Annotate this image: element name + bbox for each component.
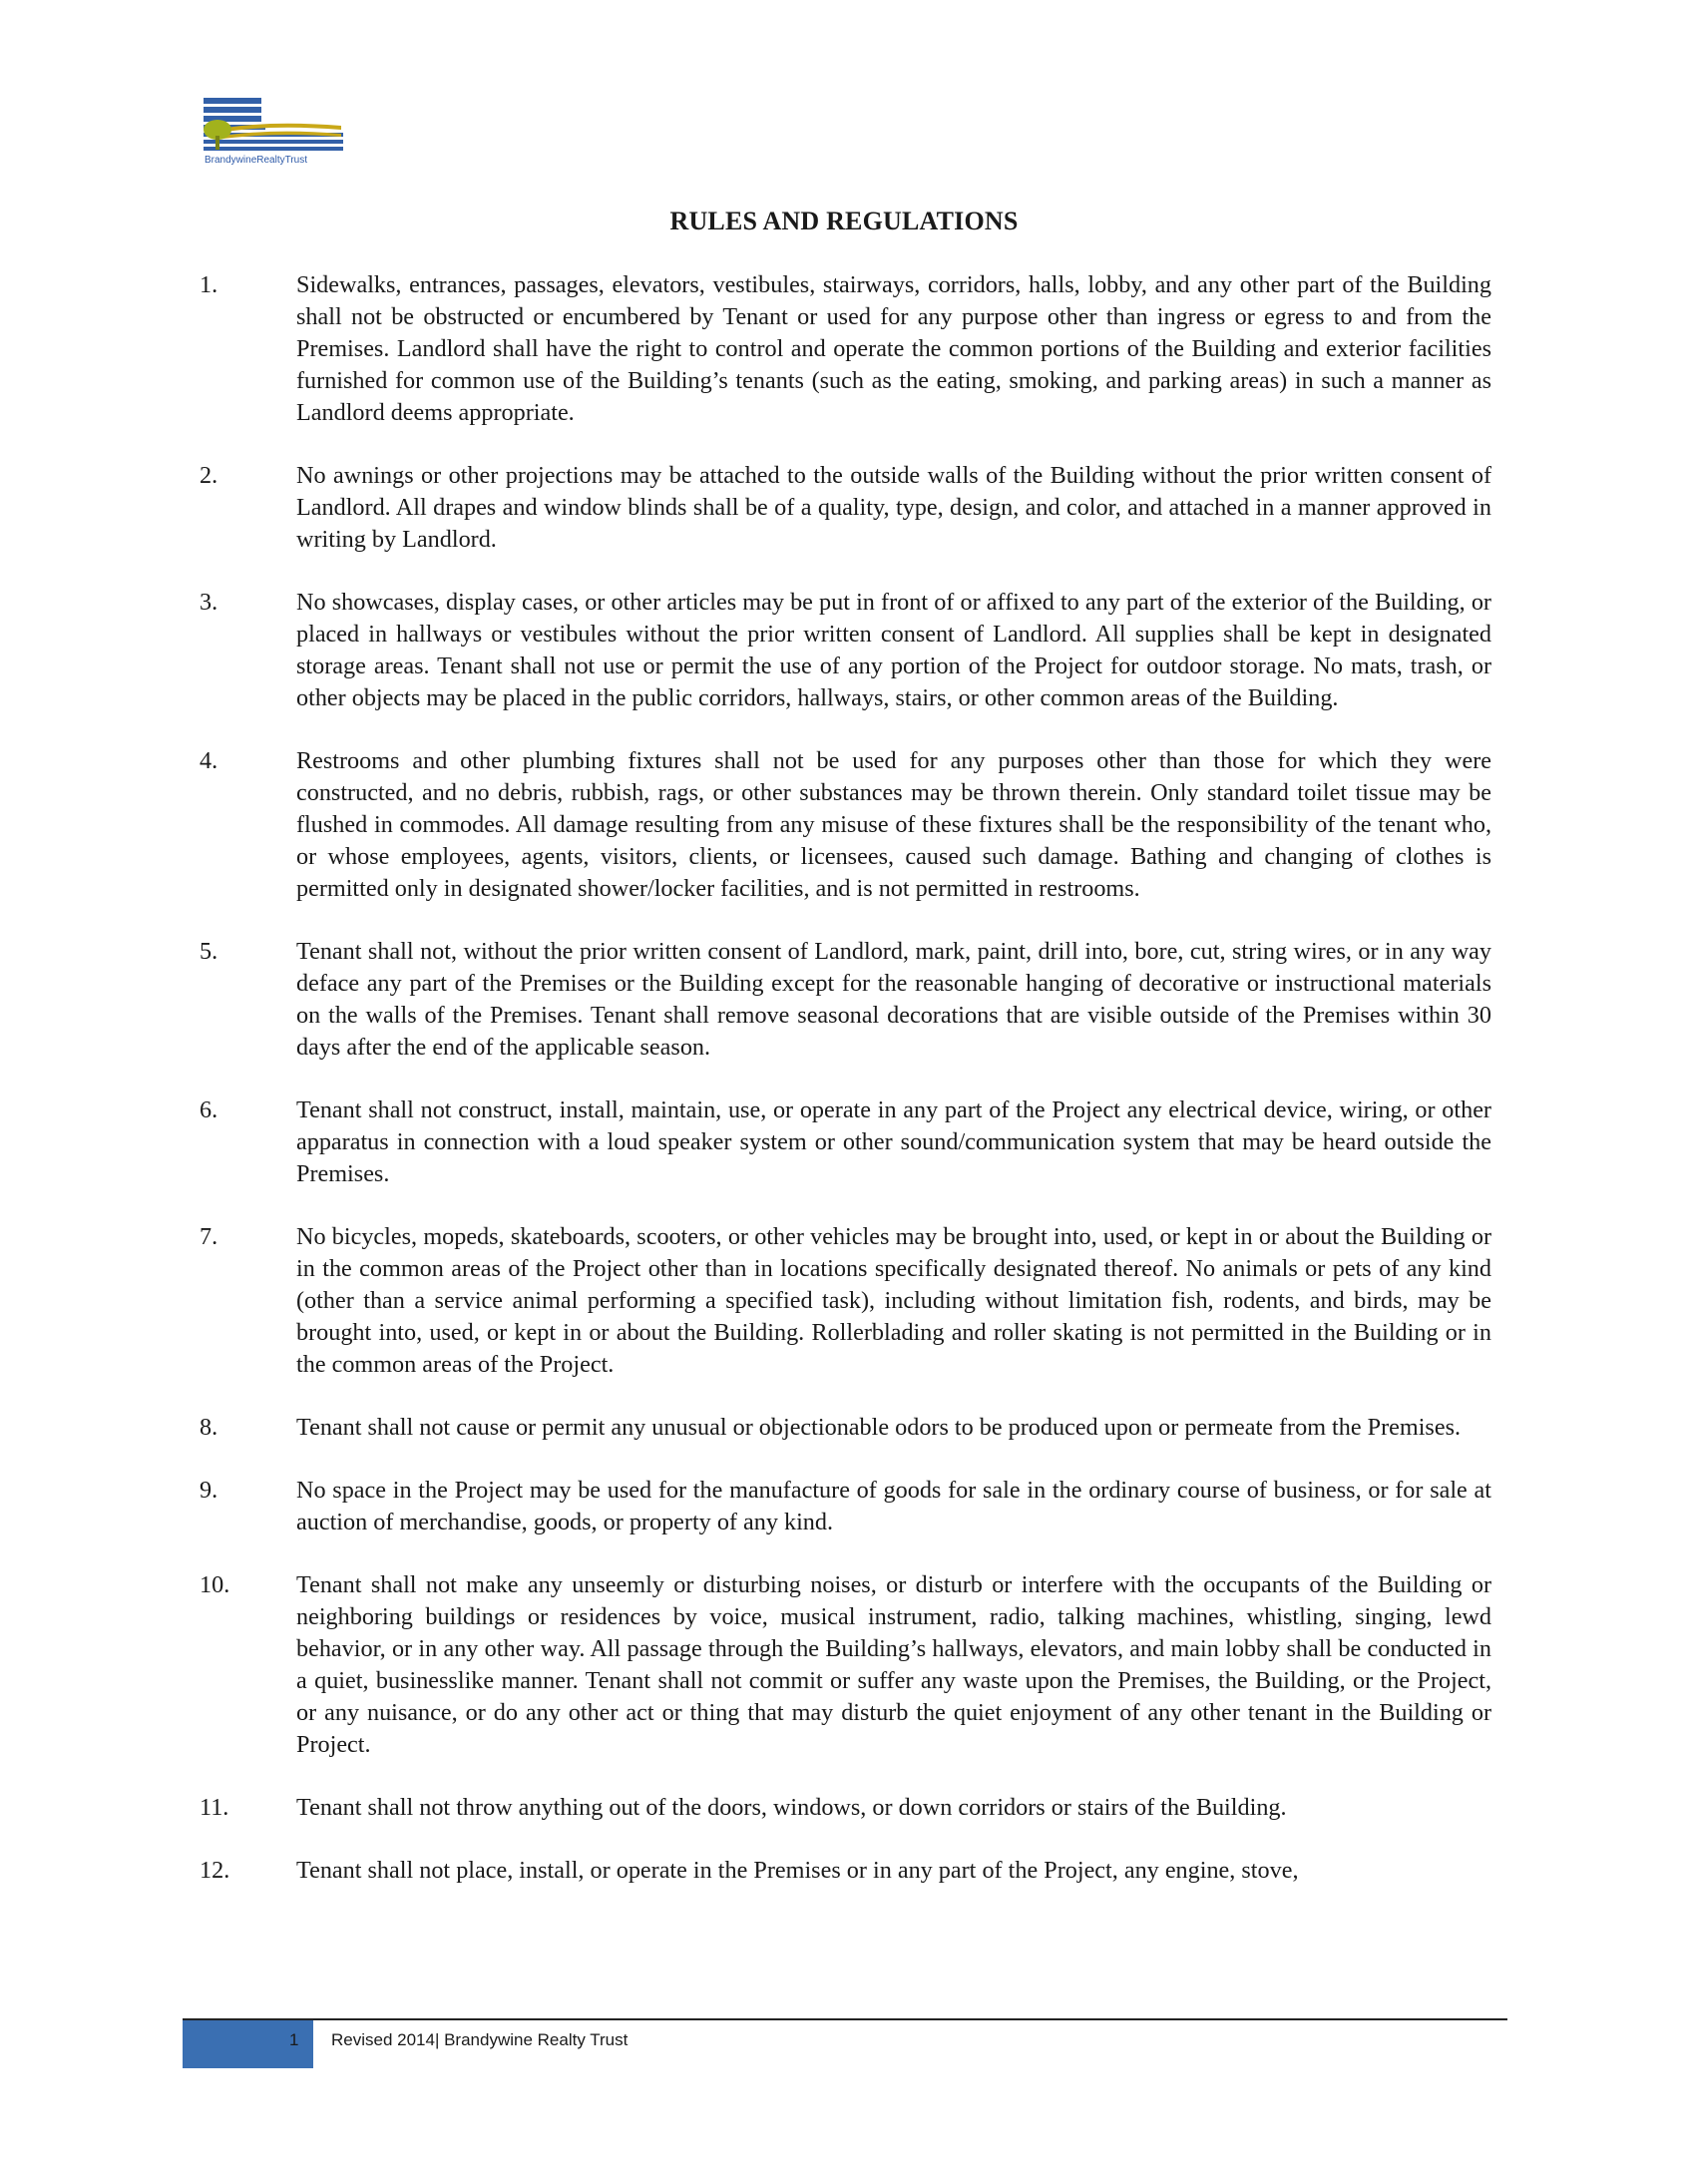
rule-number: 4.: [200, 747, 218, 774]
rule-item: [200, 1412, 1491, 1444]
rule-item: [200, 745, 1491, 905]
rules-list: [200, 269, 1491, 1918]
footer-revision-text: Revised 2014| Brandywine Realty Trust: [331, 2030, 629, 2049]
rule-number: 11.: [200, 1794, 229, 1821]
rule-text: No awnings or other projections may be attached to the outside walls of the Building without the prior written consent of Landlord. All drapes and window blinds shall be of a quality, type, design, and color, and attached in a manner approved in writing by Landlord.: [296, 462, 1491, 553]
rule-item: [200, 936, 1491, 1064]
rule-number: 8.: [200, 1414, 218, 1441]
rule-number: 1.: [200, 271, 218, 298]
rule-number: 12.: [200, 1857, 230, 1884]
rule-item: [200, 587, 1491, 714]
footer-divider: [183, 2018, 1507, 2020]
rule-number: 5.: [200, 938, 218, 965]
rule-number: 3.: [200, 589, 218, 616]
footer-page-number: 1: [289, 2030, 299, 2049]
rule-text: Tenant shall not cause or permit any unusual or objectionable odors to be produced upon or permeate from the Premises.: [296, 1414, 1462, 1441]
logo-caption: BrandywineRealtyTrust: [205, 155, 308, 166]
rule-text: Tenant shall not, without the prior written consent of Landlord, mark, paint, drill into, bore, cut, string wires, or in any way deface any part of the Premises or the Building except for the reasonable hanging of decorative or instructional materials on the walls of the Premises. Tenant shall remove seasonal decorations that are visible outside of the Premises within 30 days after the end of the applicable season.: [296, 938, 1491, 1061]
rule-number: 2.: [200, 462, 218, 489]
rule-number: 7.: [200, 1223, 218, 1250]
rule-item: [200, 1792, 1491, 1824]
rule-text: Tenant shall not throw anything out of the doors, windows, or down corridors or stairs of the Building.: [296, 1794, 1287, 1821]
rule-text: Restrooms and other plumbing fixtures shall not be used for any purposes other than those for which they were constructed, and no debris, rubbish, rags, or other substances may be thrown therein. Only standard toilet tissue may be flushed in commodes. All damage resulting from any misuse of these fixtures shall be the responsibility of the tenant who, or whose employees, agents, visitors, clients, or licensees, caused such damage. Bathing and changing of clothes is permitted only in designated shower/locker facilities, and is not permitted in restrooms.: [296, 747, 1491, 902]
rule-text: Tenant shall not construct, install, maintain, use, or operate in any part of the Project any electrical device, wiring, or other apparatus in connection with a loud speaker system or other sound/communication system that may be heard outside the Premises.: [296, 1096, 1491, 1187]
rule-item: [200, 1475, 1491, 1538]
rule-text: No space in the Project may be used for the manufacture of goods for sale in the ordinary course of business, or for sale at auction of merchandise, goods, or property of any kind.: [296, 1477, 1491, 1535]
rule-number: 6.: [200, 1096, 218, 1123]
page-title: RULES AND REGULATIONS: [669, 207, 1019, 235]
rule-item: [200, 1569, 1491, 1761]
rule-text: Tenant shall not make any unseemly or disturbing noises, or disturb or interfere with the occupants of the Building or neighboring buildings or residences by voice, musical instrument, radio, talking machines, whistling, singing, lewd behavior, or in any other way. All passage through the Building’s hallways, elevators, and main lobby shall be conducted in a quiet, businesslike manner. Tenant shall not commit or suffer any waste upon the Premises, the Building, or the Project, or any nuisance, or do any other act or thing that may disturb the quiet enjoyment of any other tenant in the Building or Project.: [296, 1571, 1491, 1758]
rule-item: [200, 1855, 1491, 1887]
rule-item: [200, 269, 1491, 429]
rule-item: [200, 460, 1491, 556]
rule-item: [200, 1221, 1491, 1381]
rule-number: 10.: [200, 1571, 230, 1598]
rule-number: 9.: [200, 1477, 218, 1504]
rule-text: Tenant shall not place, install, or operate in the Premises or in any part of the Project, any engine, stove,: [296, 1857, 1299, 1884]
rule-item: [200, 1094, 1491, 1190]
rule-text: No bicycles, mopeds, skateboards, scooters, or other vehicles may be brought into, used, or kept in or about the Building or in the common areas of the Project other than in locations specifically designated thereof. No animals or pets of any kind (other than a service animal performing a specified task), including without limitation fish, rodents, and birds, may be brought into, used, or kept in or about the Building. Rollerblading and roller skating is not permitted in the Building or in the common areas of the Project.: [296, 1223, 1491, 1378]
rule-text: No showcases, display cases, or other articles may be put in front of or affixed to any part of the exterior of the Building, or placed in hallways or vestibules without the prior written consent of Landlord. All supplies shall be kept in designated storage areas. Tenant shall not use or permit the use of any portion of the Project for outdoor storage. No mats, trash, or other objects may be placed in the public corridors, hallways, stairs, or other common areas of the Building.: [296, 589, 1491, 711]
rule-text: Sidewalks, entrances, passages, elevators, vestibules, stairways, corridors, halls, lobby, and any other part of the Building shall not be obstructed or encumbered by Tenant or used for any purpose other than ingress or egress to and from the Premises. Landlord shall have the right to control and operate the common portions of the Building and exterior facilities furnished for common use of the Building’s tenants (such as the eating, smoking, and parking areas) in such a manner as Landlord deems appropriate.: [296, 271, 1491, 426]
